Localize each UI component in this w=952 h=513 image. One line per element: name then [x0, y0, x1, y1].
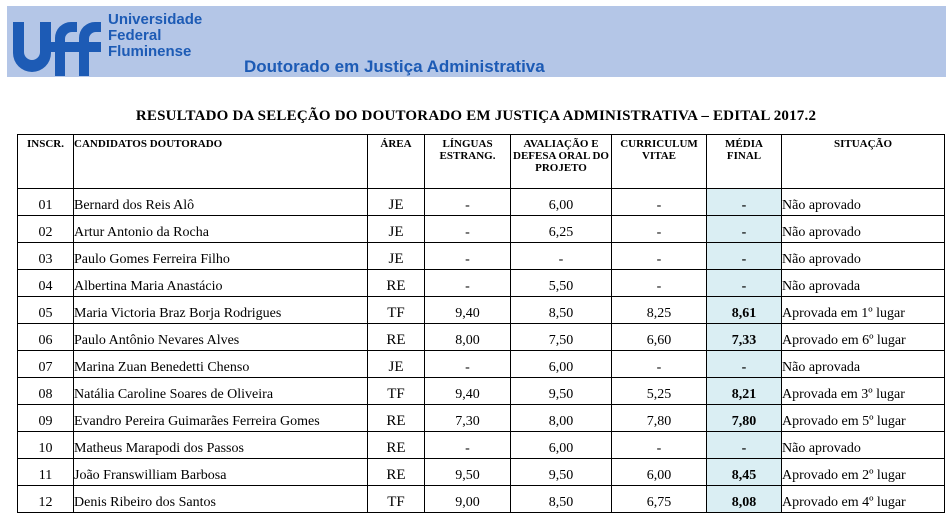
- cell-area: RE: [368, 405, 425, 432]
- table-row: [18, 351, 945, 378]
- cell-avaliacao: 6,00: [511, 351, 612, 378]
- cell-situacao: Aprovada em 3º lugar: [782, 378, 945, 405]
- table-row: [18, 432, 945, 459]
- cell-linguas: 9,50: [425, 459, 511, 486]
- cell-curriculum: 6,75: [612, 486, 707, 513]
- cell-media: -: [707, 432, 782, 459]
- university-line-1: Universidade: [108, 11, 203, 28]
- col-header-avaliacao: AVALIAÇÃO E DEFESA ORAL DO PROJETO: [511, 135, 612, 189]
- results-table: [17, 134, 945, 513]
- col-header-inscr: INSCR.: [18, 135, 74, 189]
- cell-curriculum: -: [612, 216, 707, 243]
- university-line-3: Fluminense: [108, 43, 192, 60]
- cell-area: TF: [368, 297, 425, 324]
- cell-media: 7,33: [707, 324, 782, 351]
- table-row: [18, 270, 945, 297]
- cell-avaliacao: 9,50: [511, 378, 612, 405]
- cell-inscr: 08: [18, 378, 74, 405]
- cell-area: RE: [368, 459, 425, 486]
- cell-name: Artur Antonio da Rocha: [74, 216, 368, 243]
- cell-inscr: 04: [18, 270, 74, 297]
- cell-inscr: 05: [18, 297, 74, 324]
- table-row: [18, 486, 945, 513]
- cell-linguas: 9,00: [425, 486, 511, 513]
- page-title: RESULTADO DA SELEÇÃO DO DOUTORADO EM JUSTIÇA ADMINISTRATIVA – EDITAL 2017.2: [135, 108, 817, 124]
- program-name: Doutorado em Justiça Administrativa: [244, 57, 545, 76]
- table-row: [18, 297, 945, 324]
- cell-linguas: -: [425, 270, 511, 297]
- cell-name: Natália Caroline Soares de Oliveira: [74, 378, 368, 405]
- cell-inscr: 01: [18, 189, 74, 216]
- col-header-linguas: LÍNGUAS ESTRANG.: [425, 135, 511, 189]
- cell-situacao: Não aprovada: [782, 351, 945, 378]
- cell-situacao: Aprovado em 4º lugar: [782, 486, 945, 513]
- cell-curriculum: -: [612, 432, 707, 459]
- cell-curriculum: 5,25: [612, 378, 707, 405]
- cell-curriculum: -: [612, 243, 707, 270]
- cell-name: Paulo Gomes Ferreira Filho: [74, 243, 368, 270]
- cell-situacao: Aprovado em 2º lugar: [782, 459, 945, 486]
- cell-curriculum: -: [612, 189, 707, 216]
- cell-name: Maria Victoria Braz Borja Rodrigues: [74, 297, 368, 324]
- cell-avaliacao: 9,50: [511, 459, 612, 486]
- col-header-name: CANDIDATOS DOUTORADO: [74, 135, 368, 189]
- uff-logo-icon: [13, 22, 107, 76]
- cell-inscr: 03: [18, 243, 74, 270]
- col-header-media: MÉDIA FINAL: [707, 135, 782, 189]
- col-header-situacao: SITUAÇÃO: [782, 135, 945, 189]
- cell-name: Evandro Pereira Guimarães Ferreira Gomes: [74, 405, 368, 432]
- cell-avaliacao: 8,50: [511, 486, 612, 513]
- cell-media: -: [707, 189, 782, 216]
- university-name: [108, 12, 202, 60]
- cell-curriculum: 7,80: [612, 405, 707, 432]
- col-header-curriculum: CURRICULUM VITAE: [612, 135, 707, 189]
- cell-inscr: 07: [18, 351, 74, 378]
- cell-area: RE: [368, 324, 425, 351]
- cell-inscr: 10: [18, 432, 74, 459]
- cell-avaliacao: 8,50: [511, 297, 612, 324]
- cell-linguas: -: [425, 351, 511, 378]
- cell-curriculum: 6,60: [612, 324, 707, 351]
- university-line-2: Federal: [108, 27, 162, 44]
- cell-media: -: [707, 243, 782, 270]
- cell-name: Paulo Antônio Nevares Alves: [74, 324, 368, 351]
- table-row: [18, 405, 945, 432]
- cell-media: -: [707, 216, 782, 243]
- cell-name: Bernard dos Reis Alô: [74, 189, 368, 216]
- cell-situacao: Não aprovado: [782, 216, 945, 243]
- cell-situacao: Não aprovado: [782, 243, 945, 270]
- cell-area: RE: [368, 270, 425, 297]
- cell-curriculum: -: [612, 351, 707, 378]
- cell-curriculum: 8,25: [612, 297, 707, 324]
- cell-area: RE: [368, 432, 425, 459]
- cell-linguas: 9,40: [425, 297, 511, 324]
- header-banner: [7, 6, 946, 77]
- header-row: [18, 135, 945, 189]
- cell-media: 7,80: [707, 405, 782, 432]
- cell-avaliacao: 5,50: [511, 270, 612, 297]
- cell-name: Denis Ribeiro dos Santos: [74, 486, 368, 513]
- cell-linguas: -: [425, 243, 511, 270]
- cell-avaliacao: -: [511, 243, 612, 270]
- table-row: [18, 243, 945, 270]
- table-row: [18, 459, 945, 486]
- cell-media: -: [707, 351, 782, 378]
- cell-linguas: 9,40: [425, 378, 511, 405]
- cell-media: 8,45: [707, 459, 782, 486]
- cell-name: Matheus Marapodi dos Passos: [74, 432, 368, 459]
- col-header-area: ÁREA: [368, 135, 425, 189]
- cell-linguas: -: [425, 432, 511, 459]
- cell-name: Marina Zuan Benedetti Chenso: [74, 351, 368, 378]
- cell-avaliacao: 6,00: [511, 432, 612, 459]
- cell-inscr: 11: [18, 459, 74, 486]
- cell-inscr: 02: [18, 216, 74, 243]
- cell-name: João Franswilliam Barbosa: [74, 459, 368, 486]
- table-row: [18, 189, 945, 216]
- cell-curriculum: 6,00: [612, 459, 707, 486]
- cell-situacao: Aprovado em 5º lugar: [782, 405, 945, 432]
- cell-situacao: Não aprovado: [782, 432, 945, 459]
- cell-situacao: Aprovado em 6º lugar: [782, 324, 945, 351]
- cell-curriculum: -: [612, 270, 707, 297]
- cell-inscr: 12: [18, 486, 74, 513]
- cell-area: JE: [368, 216, 425, 243]
- cell-inscr: 09: [18, 405, 74, 432]
- cell-avaliacao: 7,50: [511, 324, 612, 351]
- cell-area: JE: [368, 243, 425, 270]
- cell-area: TF: [368, 378, 425, 405]
- cell-avaliacao: 8,00: [511, 405, 612, 432]
- cell-media: 8,21: [707, 378, 782, 405]
- cell-area: JE: [368, 189, 425, 216]
- cell-inscr: 06: [18, 324, 74, 351]
- cell-media: -: [707, 270, 782, 297]
- cell-area: TF: [368, 486, 425, 513]
- cell-media: 8,08: [707, 486, 782, 513]
- table-row: [18, 324, 945, 351]
- cell-area: JE: [368, 351, 425, 378]
- table-row: [18, 216, 945, 243]
- cell-situacao: Não aprovada: [782, 270, 945, 297]
- cell-situacao: Aprovada em 1º lugar: [782, 297, 945, 324]
- cell-linguas: 7,30: [425, 405, 511, 432]
- cell-linguas: -: [425, 216, 511, 243]
- table-row: [18, 378, 945, 405]
- cell-avaliacao: 6,00: [511, 189, 612, 216]
- cell-name: Albertina Maria Anastácio: [74, 270, 368, 297]
- cell-media: 8,61: [707, 297, 782, 324]
- cell-linguas: 8,00: [425, 324, 511, 351]
- cell-linguas: -: [425, 189, 511, 216]
- cell-avaliacao: 6,25: [511, 216, 612, 243]
- cell-situacao: Não aprovado: [782, 189, 945, 216]
